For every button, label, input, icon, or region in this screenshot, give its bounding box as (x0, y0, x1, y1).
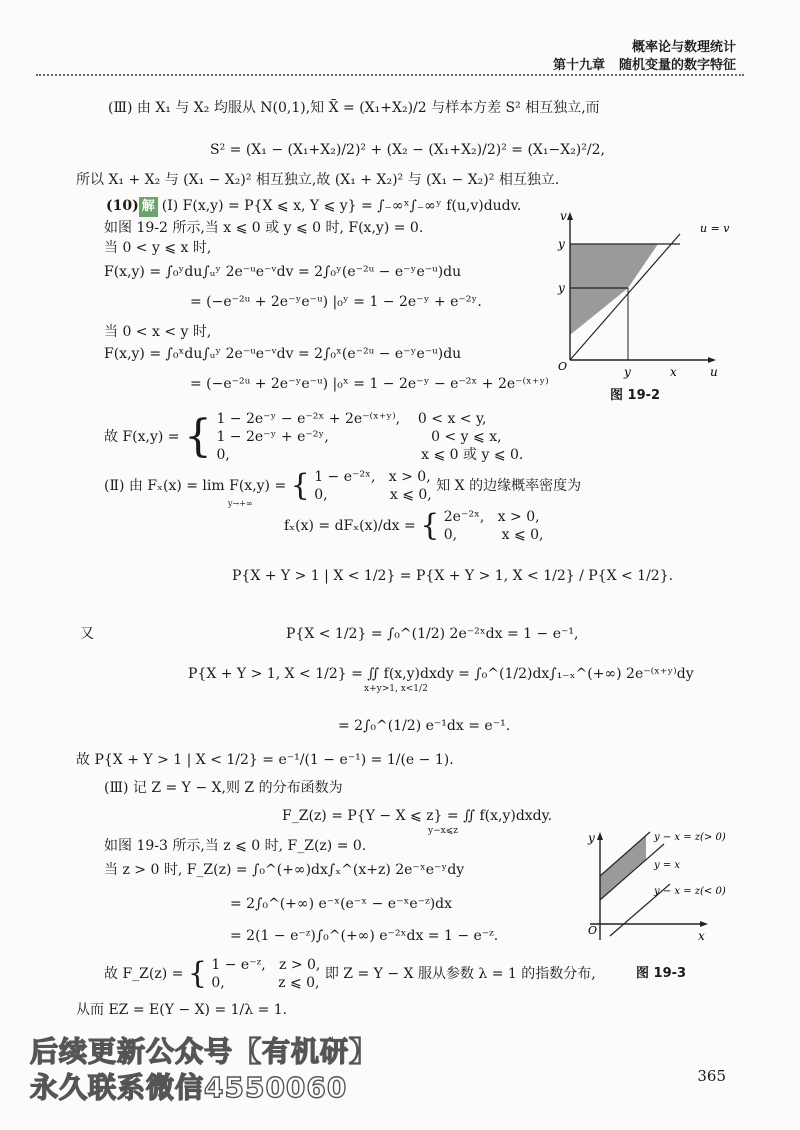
figure-19-2-shaded-region (570, 244, 658, 335)
exponential-cdf-lhs: 故 F_Z(z) = (104, 966, 184, 982)
marginal-pdf-case-1: 2e⁻²ˣ, x > 0, (443, 509, 540, 525)
figure-19-3 (580, 828, 750, 958)
marginal-pdf-brace: { (420, 508, 440, 543)
figure-19-2-label-x-axis: x (670, 365, 677, 379)
figure-19-2-v-arrow (567, 212, 573, 220)
text-line-9: 当 0 < x < y 时, (104, 324, 212, 340)
marginal-cdf-lhs (104, 478, 291, 508)
header-dotted-rule (36, 74, 744, 76)
text-line-19: 故 P{X + Y > 1 | X < 1/2} = e⁻¹/(1 − e⁻¹) = 1/(e − 1). (76, 752, 454, 768)
marginal-cdf-limit: y→+∞ (228, 499, 253, 508)
figure-19-2-label-line: u = v (700, 222, 730, 235)
figure-19-2 (530, 210, 740, 380)
figure-19-2-label-y-axis: y (624, 365, 631, 379)
marginal-cdf-lhs-text: (Ⅱ) 由 Fₓ(x) = lim F(x,y) = (104, 478, 287, 494)
watermark-line-2: 永久联系微信4550060 (30, 1071, 348, 1104)
figure-19-2-label-u: u (710, 365, 718, 379)
marginal-cdf-cases (314, 468, 432, 504)
piecewise-F-cases (216, 410, 523, 464)
piecewise-F (104, 410, 523, 464)
text-line-21-region: y−x⩽z (428, 826, 458, 836)
header-chapter-number: 第十九章 (552, 58, 605, 73)
text-line-20: (Ⅲ) 记 Z = Y − X,则 Z 的分布函数为 (104, 780, 343, 796)
piecewise-F-case-1: 1 − 2e⁻ʸ − e⁻²ˣ + 2e⁻⁽ˣ⁺ʸ⁾, 0 < x < y, (216, 411, 487, 427)
text-line-8: = (−e⁻²ᵘ + 2e⁻ʸe⁻ᵘ) |₀ʸ = 1 − 2e⁻ʸ + e⁻²ʸ. (190, 294, 482, 310)
text-line-22: 如图 19-3 所示,当 z ⩽ 0 时, F_Z(z) = 0. (104, 838, 367, 854)
text-line-21: F_Z(z) = P{Y − X ⩽ z} = ∬ f(x,y)dxdy. (282, 808, 553, 824)
text-you: 又 (80, 626, 94, 642)
exponential-cdf-line (104, 956, 596, 992)
text-line-3: 所以 X₁ + X₂ 与 (X₁ − X₂)² 相互独立,故 (X₁ + X₂)² 与 (X₁ − X₂)² 相互独立. (76, 172, 560, 188)
page-number: 365 (697, 1067, 726, 1085)
text-line-15: P{X + Y > 1 | X < 1/2} = P{X + Y > 1, X < 1/2} / P{X < 1/2}. (232, 568, 674, 584)
text-line-17: P{X + Y > 1, X < 1/2} = ∬ f(x,y)dxdy = ∫₀^(1/2)dx∫₁₋ₓ^(+∞) 2e⁻⁽ˣ⁺ʸ⁾dy (188, 666, 694, 682)
figure-19-3-y-arrow (597, 832, 603, 840)
figure-19-3-label-y: y (588, 831, 595, 845)
figure-19-2-label-y-lower: y (558, 281, 565, 295)
exponential-cdf-brace: { (187, 956, 207, 991)
figure-19-2-caption: 图 19-2 (610, 388, 661, 403)
figure-19-3-caption: 图 19-3 (636, 966, 687, 981)
marginal-pdf-line (284, 508, 544, 544)
header-chapter (553, 54, 736, 73)
text-line-5: 如图 19-2 所示,当 x ⩽ 0 或 y ⩽ 0 时, F(x,y) = 0. (104, 220, 424, 236)
marginal-cdf-brace: { (290, 468, 310, 503)
figure-19-3-label-mid: y = x (654, 860, 681, 871)
marginal-cdf-line (104, 468, 582, 508)
solution-number: (10) (106, 198, 139, 214)
text-line-24: = 2∫₀^(+∞) e⁻ˣ(e⁻ˣ − e⁻ˣe⁻ᶻ)dx (230, 896, 453, 912)
figure-19-3-x-arrow (700, 921, 708, 927)
text-line-16: P{X < 1/2} = ∫₀^(1/2) 2e⁻²ˣdx = 1 − e⁻¹, (286, 626, 579, 642)
solution-badge: 解 (139, 197, 158, 217)
figure-19-3-label-bot: y − x = z(< 0) (654, 886, 726, 897)
exponential-cdf-cases (211, 956, 320, 992)
figure-19-2-label-o: O (558, 360, 568, 373)
solution-10-line (106, 196, 521, 217)
text-line-27: 从而 EZ = E(Y − X) = 1/λ = 1. (76, 1002, 288, 1018)
figure-19-2-label-v: v (560, 210, 567, 223)
text-line-17-region: x+y>1, x<1/2 (364, 684, 428, 694)
header-chapter-title: 随机变量的数字特征 (618, 58, 736, 73)
figure-19-2-label-y-upper: y (558, 237, 565, 251)
figure-19-3-label-x: x (698, 929, 705, 943)
text-line-23: 当 z > 0 时, F_Z(z) = ∫₀^(+∞)dx∫ₓ^(x+z) 2e⁻ˣe⁻ʸdy (104, 862, 465, 878)
text-line-7: F(x,y) = ∫₀ʸdu∫ᵤʸ 2e⁻ᵘe⁻ᵛdv = 2∫₀ʸ(e⁻²ᵘ − e⁻ʸe⁻ᵘ)du (104, 264, 462, 280)
watermark-line-1: 后续更新公众号【有机研】 (30, 1035, 379, 1068)
text-line-2: S² = (X₁ − (X₁+X₂)/2)² + (X₂ − (X₁+X₂)/2)² = (X₁−X₂)²/2, (210, 142, 605, 158)
marginal-cdf-case-2: 0, x ⩽ 0, (314, 487, 432, 503)
exponential-cdf-case-2: 0, z ⩽ 0, (211, 975, 320, 991)
text-line-11: = (−e⁻²ᵘ + 2e⁻ʸe⁻ᵘ) |₀ˣ = 1 − 2e⁻ʸ − e⁻²ˣ + 2e⁻⁽ˣ⁺ʸ⁾ (190, 376, 549, 392)
marginal-cdf-case-1: 1 − e⁻²ˣ, x > 0, (314, 469, 431, 485)
text-line-18: = 2∫₀^(1/2) e⁻¹dx = e⁻¹. (338, 718, 511, 734)
marginal-pdf-lhs: fₓ(x) = dFₓ(x)/dx = (284, 518, 416, 534)
figure-19-3-label-o: O (588, 924, 598, 937)
text-line-4: (Ⅰ) F(x,y) = P{X ⩽ x, Y ⩽ y} = ∫₋∞ˣ∫₋∞ʸ f(u,v)dudv. (161, 198, 522, 214)
figure-19-3-shaded-region (600, 836, 646, 900)
text-line-6: 当 0 < y ⩽ x 时, (104, 240, 212, 256)
piecewise-F-case-3: 0, x ⩽ 0 或 y ⩽ 0. (216, 447, 524, 463)
figure-19-3-label-top: y − x = z(> 0) (654, 832, 726, 843)
exponential-cdf-rhs: 即 Z = Y − X 服从参数 λ = 1 的指数分布, (324, 966, 596, 982)
marginal-pdf-case-2: 0, x ⩽ 0, (443, 527, 544, 543)
text-line-25: = 2(1 − e⁻ᶻ)∫₀^(+∞) e⁻²ˣdx = 1 − e⁻ᶻ. (230, 928, 499, 944)
text-line-10: F(x,y) = ∫₀ˣdu∫ᵤʸ 2e⁻ᵘe⁻ᵛdv = 2∫₀ˣ(e⁻²ᵘ − e⁻ʸe⁻ᵘ)du (104, 346, 462, 362)
marginal-cdf-rhs: 知 X 的边缘概率密度为 (436, 478, 582, 494)
piecewise-F-case-2: 1 − 2e⁻ʸ + e⁻²ʸ, 0 < y ⩽ x, (216, 429, 502, 445)
piecewise-F-brace: { (183, 411, 212, 462)
text-line-1: (Ⅲ) 由 X₁ 与 X₂ 均服从 N(0,1),知 X̄ = (X₁+X₂)/2 与样本方差 S² 相互独立,而 (108, 100, 600, 116)
marginal-pdf-cases (444, 508, 544, 544)
figure-19-2-u-arrow (708, 357, 716, 363)
exponential-cdf-case-1: 1 − e⁻ᶻ, z > 0, (211, 957, 321, 973)
piecewise-F-lhs: 故 F(x,y) = (104, 429, 180, 445)
header-book-title: 概率论与数理统计 (631, 40, 736, 55)
